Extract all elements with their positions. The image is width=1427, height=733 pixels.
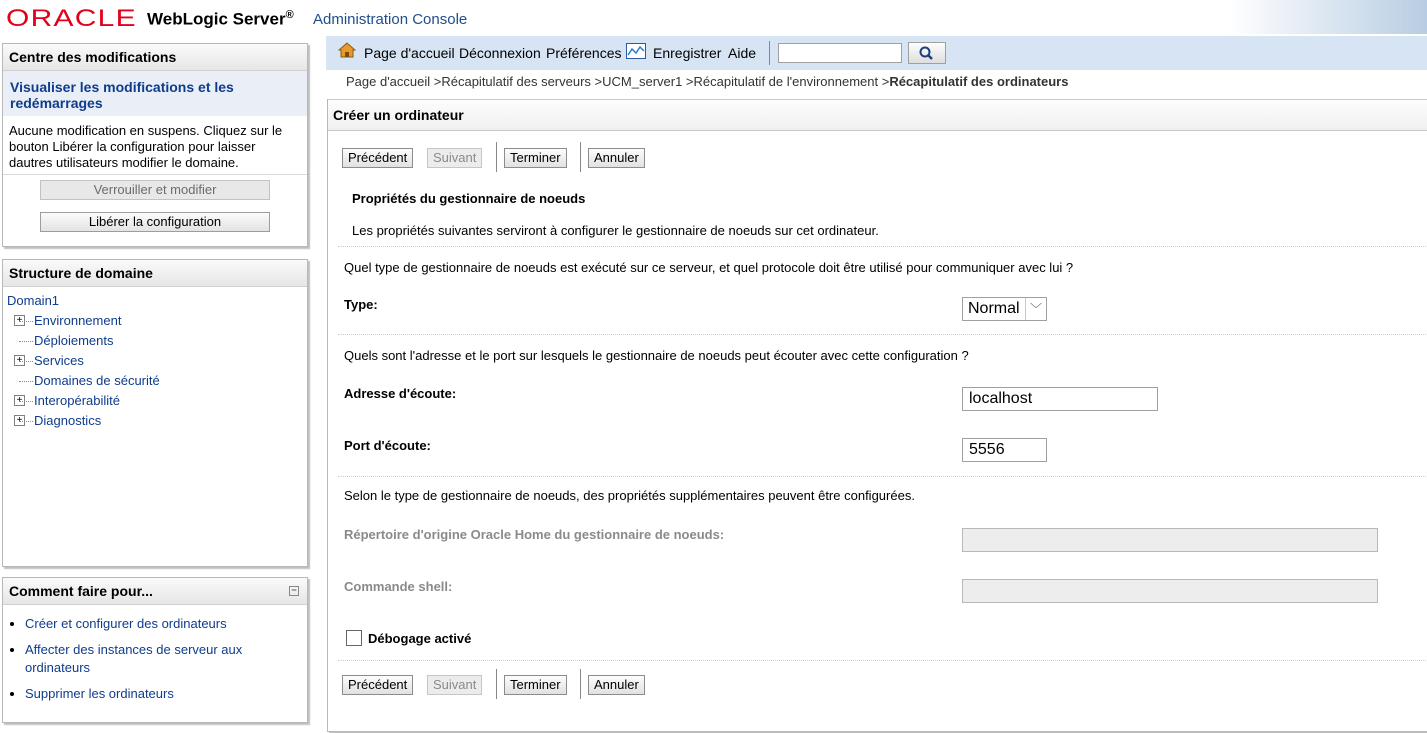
toolbar-divider	[769, 41, 770, 65]
list-item	[25, 615, 307, 633]
how-do-i-title-text: Comment faire pour...	[9, 583, 153, 599]
back-button[interactable]: Précédent	[342, 675, 413, 695]
how-do-i-panel	[2, 577, 308, 723]
button-divider	[496, 669, 497, 699]
finish-button[interactable]: Terminer	[504, 675, 567, 695]
tree-item-environnement[interactable]	[7, 311, 303, 331]
expand-icon[interactable]: +	[14, 395, 25, 406]
listen-port-input[interactable]: 5556	[962, 438, 1047, 462]
tree-connector	[19, 401, 33, 402]
tree-connector	[19, 321, 33, 322]
domain-tree	[3, 287, 307, 437]
help-link[interactable]: Aide	[728, 45, 757, 61]
breadcrumb	[346, 74, 1068, 89]
how-to-link[interactable]: Supprimer les ordinateurs	[25, 686, 174, 701]
debug-enabled-checkbox[interactable]	[346, 630, 362, 646]
type-question: Quel type de gestionnaire de noeuds est exécuté sur ce serveur, et quel protocole doit être utilisé pour communiquer avec lui ?	[344, 260, 1074, 275]
finish-button[interactable]: Terminer	[504, 148, 567, 168]
shell-command-label: Commande shell:	[344, 579, 453, 594]
back-button[interactable]: Précédent	[342, 148, 413, 168]
collapse-icon[interactable]: −	[289, 586, 299, 596]
address-question: Quels sont l'adresse et le port sur lesquels le gestionnaire de noeuds peut écouter avec cette configuration ?	[344, 348, 969, 363]
section-title: Propriétés du gestionnaire de noeuds	[352, 191, 586, 206]
search-input[interactable]	[778, 43, 902, 63]
tree-connector	[19, 341, 33, 342]
breadcrumb-current: Récapitulatif des ordinateurs	[889, 74, 1069, 89]
home-link[interactable]: Page d'accueil	[364, 45, 455, 61]
listen-address-label: Adresse d'écoute:	[344, 386, 457, 401]
chevron-down-icon: ﹀	[1025, 298, 1046, 320]
type-label: Type:	[344, 297, 378, 312]
page-title: Créer un ordinateur	[328, 99, 1427, 131]
release-configuration-button[interactable]: Libérer la configuration	[40, 212, 270, 232]
breadcrumb-path[interactable]: Page d'accueil >Récapitulatif des serveurs >UCM_server1 >Récapitulatif de l'environnement >	[346, 74, 890, 89]
expand-icon[interactable]: +	[14, 315, 25, 326]
how-to-link[interactable]: Affecter des instances de serveur aux ordinateurs	[25, 642, 243, 675]
how-do-i-title	[3, 578, 307, 605]
domain-structure-title: Structure de domaine	[3, 260, 307, 287]
divider	[338, 246, 1427, 247]
lock-and-edit-button[interactable]: Verrouiller et modifier	[40, 180, 270, 200]
cancel-button[interactable]: Annuler	[588, 148, 645, 168]
assistant-content	[327, 99, 1427, 732]
app-header	[0, 0, 1427, 34]
preferences-link[interactable]: Préférences	[546, 45, 622, 61]
domain-structure-panel	[2, 259, 308, 567]
next-button[interactable]: Suivant	[427, 675, 482, 695]
view-changes-link[interactable]: Visualiser les modifications et les redémarrages	[3, 71, 307, 116]
tree-item-interoperabilite[interactable]	[7, 391, 303, 411]
record-link[interactable]: Enregistrer	[653, 45, 722, 61]
console-name: Administration Console	[313, 11, 468, 28]
type-select-value: Normal	[968, 300, 1020, 317]
divider	[338, 334, 1427, 335]
tree-item-label[interactable]: Déploiements	[34, 333, 114, 348]
change-center-panel	[2, 43, 308, 247]
registered-mark: ®	[285, 9, 294, 21]
tree-connector	[19, 361, 33, 362]
listen-port-label: Port d'écoute:	[344, 438, 431, 453]
tree-item-diagnostics[interactable]	[7, 411, 303, 431]
change-center-message: Aucune modification en suspens. Cliquez sur le bouton Libérer la configuration pour laisser dautres utilisateurs modifier le domaine.	[3, 116, 307, 175]
top-toolbar	[326, 36, 1427, 70]
list-item	[25, 685, 307, 703]
cancel-button[interactable]: Annuler	[588, 675, 645, 695]
oracle-logo: ORACLE	[6, 5, 137, 32]
search-icon	[909, 43, 945, 63]
home-icon[interactable]	[338, 42, 356, 58]
button-divider	[580, 669, 581, 699]
divider	[338, 660, 1427, 661]
logout-link[interactable]: Déconnexion	[459, 45, 541, 61]
list-item	[25, 641, 307, 677]
tree-item-label[interactable]: Interopérabilité	[34, 393, 120, 408]
tree-item-label[interactable]: Diagnostics	[34, 413, 102, 428]
tree-root-domain1[interactable]: Domain1	[7, 293, 60, 308]
expand-icon[interactable]: +	[14, 355, 25, 366]
extra-properties-note: Selon le type de gestionnaire de noeuds, des propriétés supplémentaires peuvent être configurées.	[344, 488, 915, 503]
debug-enabled-label: Débogage activé	[368, 631, 472, 646]
tree-connector	[19, 381, 33, 382]
next-button[interactable]: Suivant	[427, 148, 482, 168]
change-center-title: Centre des modifications	[3, 44, 307, 71]
tree-item-deploiements[interactable]	[7, 331, 303, 351]
how-to-link[interactable]: Créer et configurer des ordinateurs	[25, 616, 227, 631]
product-name-text: WebLogic Server	[147, 9, 286, 29]
tree-item-label[interactable]: Services	[34, 353, 84, 368]
how-do-i-list	[3, 615, 307, 703]
search-button[interactable]	[908, 42, 946, 64]
oracle-home-input[interactable]	[962, 528, 1378, 552]
tree-connector	[19, 421, 33, 422]
shell-command-input[interactable]	[962, 579, 1378, 603]
record-icon[interactable]	[626, 43, 646, 59]
button-divider	[580, 142, 581, 172]
tree-item-domaines-securite[interactable]	[7, 371, 303, 391]
listen-address-input[interactable]: localhost	[962, 387, 1158, 411]
divider	[338, 476, 1427, 477]
section-description: Les propriétés suivantes serviront à configurer le gestionnaire de noeuds sur cet ordinateur.	[352, 223, 879, 238]
oracle-home-label: Répertoire d'origine Oracle Home du gestionnaire de noeuds:	[344, 527, 725, 542]
type-select[interactable]	[962, 297, 1047, 321]
product-name	[147, 9, 294, 30]
button-divider	[496, 142, 497, 172]
tree-item-label[interactable]: Domaines de sécurité	[34, 373, 160, 388]
expand-icon[interactable]: +	[14, 415, 25, 426]
tree-item-services[interactable]	[7, 351, 303, 371]
tree-item-label[interactable]: Environnement	[34, 313, 122, 328]
